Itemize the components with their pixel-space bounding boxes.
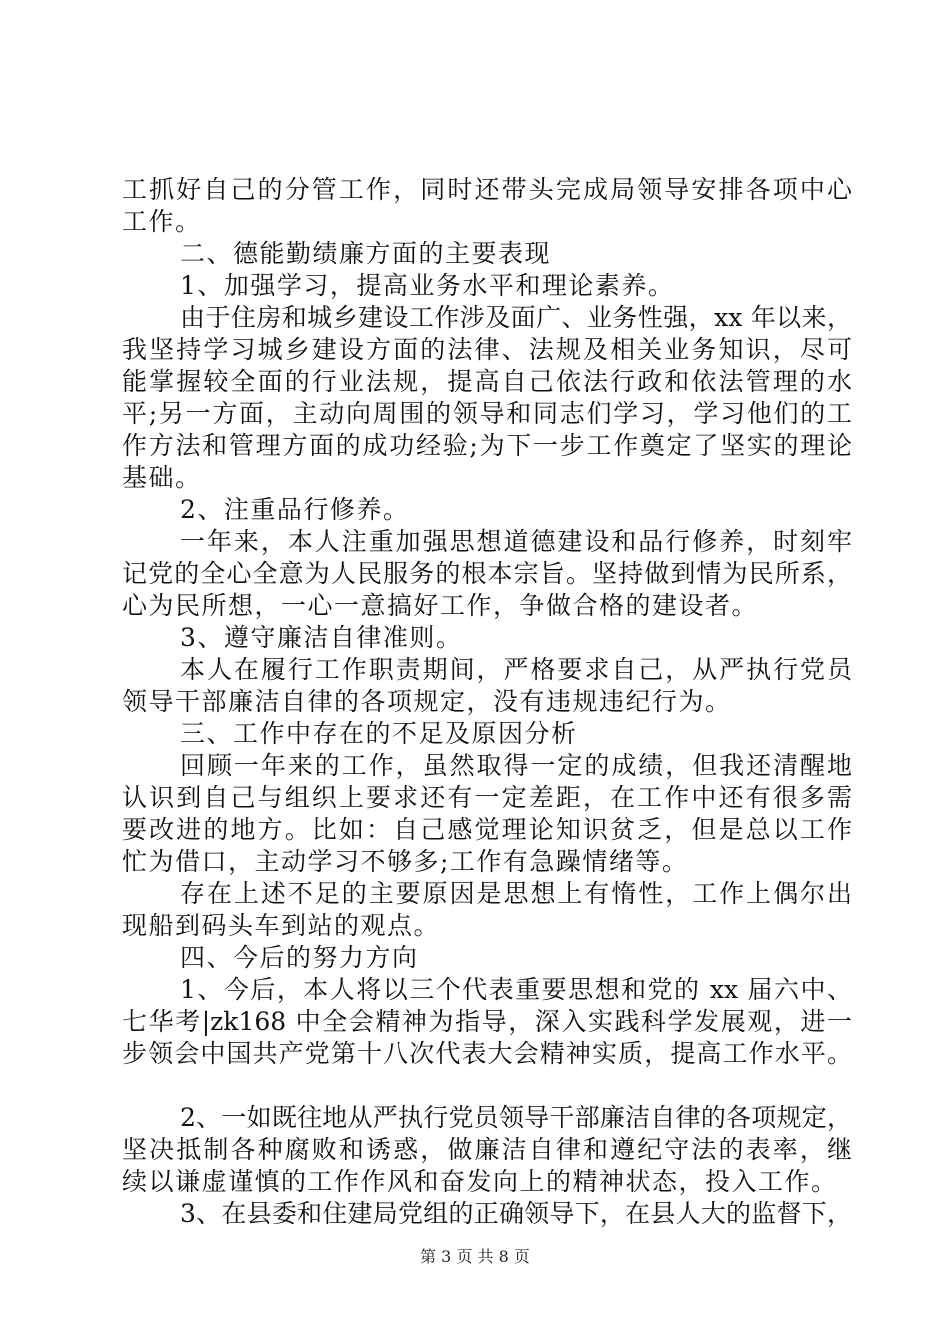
text-line: 基础。 xyxy=(122,463,202,492)
text-line: 一年来，本人注重加强思想道德建设和品行修养，时刻牢 xyxy=(180,527,852,556)
text-line: 本人在履行工作职责期间，严格要求自己，从严执行党员 xyxy=(180,655,852,684)
page-footer: 第 3 页 共 8 页 xyxy=(420,1247,530,1266)
text-line: 工作。 xyxy=(122,207,202,236)
text-line: 平;另一方面，主动向周围的领导和同志们学习，学习他们的工 xyxy=(122,399,852,428)
text-line: 续以谦虚谨慎的工作作风和奋发向上的精神状态，投入工作。 xyxy=(122,1167,838,1196)
text-line: 现船到码头车到站的观点。 xyxy=(122,911,441,940)
text-line: 认识到自己与组织上要求还有一定差距，在工作中还有很多需 xyxy=(122,783,852,812)
text-line: 3、在县委和住建局党组的正确领导下，在县人大的监督下， xyxy=(180,1199,852,1228)
paragraph-gap xyxy=(122,1070,852,1102)
document-body xyxy=(122,174,852,1230)
text-line: 我坚持学习城乡建设方面的法律、法规及相关业务知识，尽可 xyxy=(122,335,852,364)
text-line: 由于住房和城乡建设工作涉及面广、业务性强，xx 年以来， xyxy=(180,303,852,332)
text-line: 2、一如既往地从严执行党员领导干部廉洁自律的各项规定， xyxy=(180,1103,852,1132)
text-line: 忙为借口，主动学习不够多;工作有急躁情绪等。 xyxy=(122,847,689,876)
subsection-heading: 3、遵守廉洁自律准则。 xyxy=(180,623,463,652)
text-line: 作方法和管理方面的成功经验;为下一步工作奠定了坚实的理论 xyxy=(122,431,852,460)
text-line: 能掌握较全面的行业法规，提高自己依法行政和依法管理的水 xyxy=(122,367,852,396)
text-line: 记党的全心全意为人民服务的根本宗旨。坚持做到情为民所系， xyxy=(122,559,852,588)
text-line: 工抓好自己的分管工作，同时还带头完成局领导安排各项中心 xyxy=(122,175,852,204)
section-heading: 四、今后的努力方向 xyxy=(180,943,419,972)
text-line: 要改进的地方。比如：自己感觉理论知识贫乏，但是总以工作 xyxy=(122,815,852,844)
text-line: 心为民所想，一心一意搞好工作，争做合格的建设者。 xyxy=(122,591,759,620)
text-line: 领导干部廉洁自律的各项规定，没有违规违纪行为。 xyxy=(122,687,732,716)
text-line: 步领会中国共产党第十八次代表大会精神实质，提高工作水平。 xyxy=(122,1039,852,1068)
text-line: 存在上述不足的主要原因是思想上有惰性，工作上偶尔出 xyxy=(180,879,852,908)
section-heading: 二、德能勤绩廉方面的主要表现 xyxy=(180,239,552,268)
text-line: 回顾一年来的工作，虽然取得一定的成绩，但我还清醒地 xyxy=(180,751,852,780)
subsection-heading: 2、注重品行修养。 xyxy=(180,495,410,524)
text-line: 坚决抵制各种腐败和诱惑，做廉洁自律和遵纪守法的表率，继 xyxy=(122,1135,852,1164)
subsection-heading: 1、加强学习，提高业务水平和理论素养。 xyxy=(180,271,675,300)
section-heading: 三、工作中存在的不足及原因分析 xyxy=(180,719,578,748)
text-line: 1、今后，本人将以三个代表重要思想和党的 xx 届六中、 xyxy=(180,975,852,1004)
text-line: 七华考|zk168 中全会精神为指导，深入实践科学发展观，进一 xyxy=(122,1007,852,1036)
